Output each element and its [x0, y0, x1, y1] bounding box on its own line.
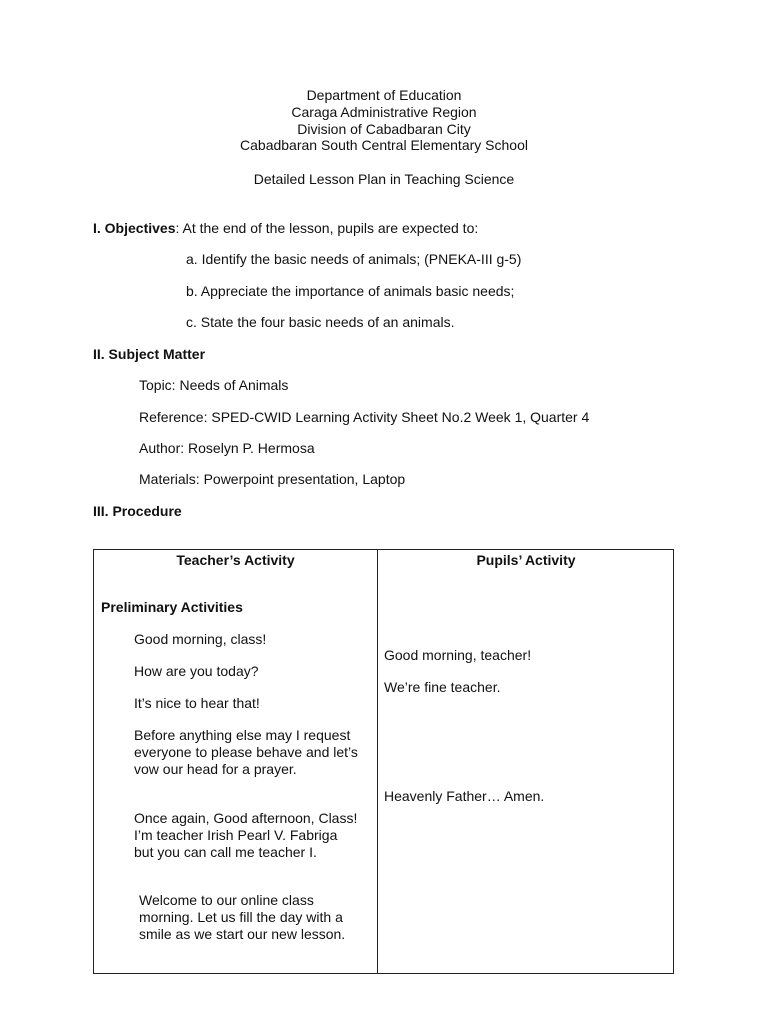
procedure-heading: III. Procedure [93, 503, 182, 519]
plan-title: Detailed Lesson Plan in Teaching Science [253, 171, 515, 187]
teacher-line: Welcome to our online class morning. Let us fill the day with a smile as we start our new lesson. [139, 892, 346, 942]
pupil-line: We’re fine teacher. [384, 679, 501, 695]
subject-matter-heading: II. Subject Matter [93, 346, 206, 362]
objective-item: b. Appreciate the importance of animals basic needs; [186, 283, 515, 299]
teacher-line: It’s nice to hear that! [134, 695, 260, 711]
procedure-table [93, 549, 674, 974]
pupil-line: Good morning, teacher! [384, 647, 532, 663]
teacher-line: Before anything else may I request everyone to please behave and let’s vow our head for a prayer. [134, 727, 358, 777]
objective-item: c. State the four basic needs of an animals. [186, 314, 455, 330]
objective-item: a. Identify the basic needs of animals; (PNEKA-III g-5) [186, 251, 522, 267]
pupils-activity-header: Pupils’ Activity [476, 552, 576, 568]
preliminary-activities-heading: Preliminary Activities [101, 599, 243, 615]
subject-materials: Materials: Powerpoint presentation, Laptop [139, 471, 406, 487]
teacher-activity-header: Teacher’s Activity [176, 552, 295, 568]
teacher-line: Once again, Good afternoon, Class! I’m teacher Irish Pearl V. Fabriga but you can call me teacher I. [134, 810, 358, 860]
subject-reference: Reference: SPED-CWID Learning Activity Sheet No.2 Week 1, Quarter 4 [139, 409, 590, 425]
header-department: Department of Education [306, 87, 462, 103]
objectives-line [93, 220, 478, 236]
subject-topic: Topic: Needs of Animals [139, 377, 289, 393]
header-region: Caraga Administrative Region [291, 103, 477, 120]
objectives-intro: : At the end of the lesson, pupils are expected to: [175, 220, 479, 236]
document-header [0, 87, 768, 154]
header-school: Cabadbaran South Central Elementary School [240, 137, 528, 154]
teacher-line: Good morning, class! [134, 631, 267, 647]
pupil-line: Heavenly Father… Amen. [384, 788, 545, 804]
header-division: Division of Cabadbaran City [297, 120, 471, 137]
subject-author: Author: Roselyn P. Hermosa [139, 440, 315, 456]
column-divider [377, 550, 378, 973]
objectives-heading: I. Objectives [93, 220, 176, 236]
teacher-line: How are you today? [134, 663, 259, 679]
